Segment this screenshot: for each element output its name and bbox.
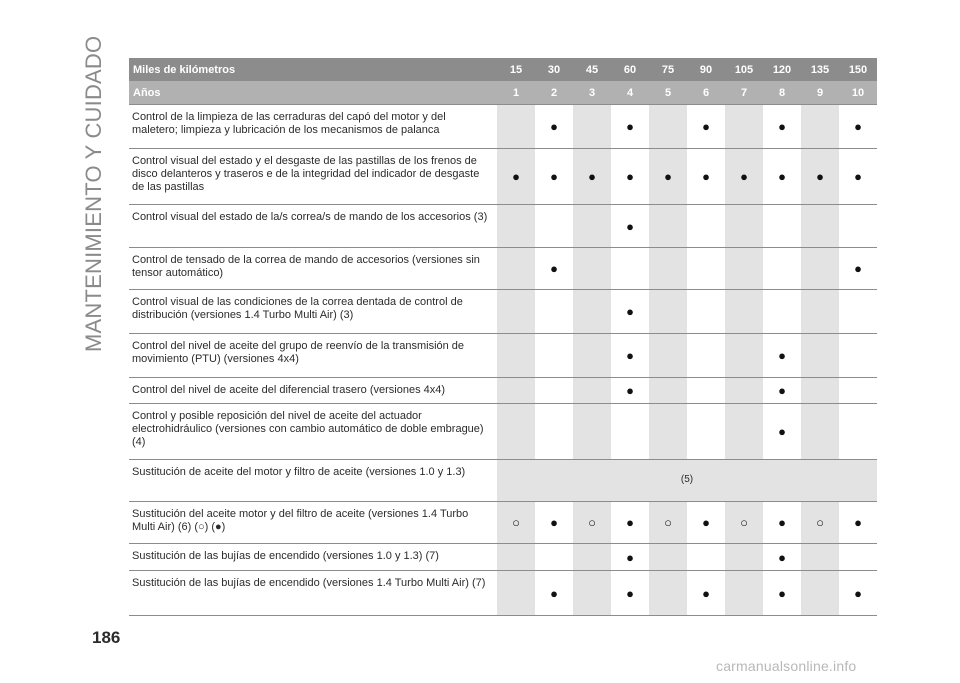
- interval-mark-cell: [573, 571, 611, 616]
- interval-mark-cell: ●: [611, 149, 649, 205]
- interval-mark-cell: ●: [839, 502, 877, 544]
- interval-mark-cell: ●: [611, 502, 649, 544]
- interval-mark-cell: ●: [535, 571, 573, 616]
- interval-mark-cell: [725, 290, 763, 334]
- interval-mark-cell: [573, 290, 611, 334]
- interval-mark-cell: [801, 378, 839, 404]
- interval-mark-cell: ●: [839, 149, 877, 205]
- header-year-cell: 2: [535, 81, 573, 105]
- interval-mark-cell: [687, 205, 725, 248]
- interval-mark-cell: ●: [535, 105, 573, 149]
- interval-mark-cell: [573, 334, 611, 378]
- interval-mark-cell: [611, 404, 649, 460]
- interval-mark-cell: [497, 290, 535, 334]
- interval-mark-cell: [497, 248, 535, 290]
- interval-mark-cell: [801, 544, 839, 571]
- interval-mark-cell: [497, 378, 535, 404]
- interval-mark-cell: ●: [725, 149, 763, 205]
- interval-mark-cell: [649, 544, 687, 571]
- interval-mark-cell: ●: [535, 248, 573, 290]
- header-years-label: Años: [129, 81, 497, 105]
- interval-mark-cell: [497, 334, 535, 378]
- interval-mark-cell: [535, 334, 573, 378]
- interval-mark-cell: ●: [839, 105, 877, 149]
- interval-mark-cell: ●: [687, 105, 725, 149]
- interval-mark-cell: [687, 544, 725, 571]
- interval-mark-cell: [497, 205, 535, 248]
- table-row: [129, 460, 877, 502]
- table-row: [129, 248, 877, 290]
- interval-mark-cell: [763, 248, 801, 290]
- interval-mark-cell: ●: [839, 571, 877, 616]
- table-row: [129, 290, 877, 334]
- operation-cell: Sustitución de aceite del motor y filtro de aceite (versiones 1.0 y 1.3): [129, 460, 497, 502]
- interval-mark-cell: ○: [497, 502, 535, 544]
- interval-mark-cell: [573, 544, 611, 571]
- interval-mark-cell: [839, 334, 877, 378]
- maintenance-schedule-table: [129, 58, 877, 616]
- operation-cell: Sustitución de las bujías de encendido (versiones 1.0 y 1.3) (7): [129, 544, 497, 571]
- operation-cell: Control de tensado de la correa de mando de accesorios (versiones sin tensor automático): [129, 248, 497, 290]
- interval-mark-cell: [649, 248, 687, 290]
- interval-mark-cell: [763, 205, 801, 248]
- operation-cell: Control visual del estado de la/s correa/s de mando de los accesorios (3): [129, 205, 497, 248]
- interval-mark-cell: ●: [535, 502, 573, 544]
- interval-mark-cell: [573, 378, 611, 404]
- header-year-cell: 10: [839, 81, 877, 105]
- interval-mark-cell: ●: [611, 378, 649, 404]
- table-row: [129, 378, 877, 404]
- interval-mark-cell: [801, 334, 839, 378]
- interval-mark-cell: ●: [573, 149, 611, 205]
- operation-cell: Control del nivel de aceite del diferencial trasero (versiones 4x4): [129, 378, 497, 404]
- header-km-cell: 150: [839, 58, 877, 81]
- interval-mark-cell: [801, 205, 839, 248]
- interval-mark-cell: ●: [801, 149, 839, 205]
- header-km-cell: 45: [573, 58, 611, 81]
- interval-mark-cell: [497, 105, 535, 149]
- interval-mark-cell: [573, 205, 611, 248]
- interval-mark-cell: [801, 105, 839, 149]
- header-year-cell: 8: [763, 81, 801, 105]
- interval-mark-cell: ●: [763, 502, 801, 544]
- interval-mark-cell: [535, 205, 573, 248]
- interval-mark-cell: ●: [611, 105, 649, 149]
- interval-mark-cell: [649, 105, 687, 149]
- header-km-cell: 120: [763, 58, 801, 81]
- interval-mark-cell: [801, 290, 839, 334]
- table-row: [129, 544, 877, 571]
- interval-mark-cell: ●: [687, 149, 725, 205]
- section-title-text: MANTENIMIENTO Y CUIDADO: [81, 35, 106, 352]
- interval-mark-cell: [649, 571, 687, 616]
- header-km-cell: 30: [535, 58, 573, 81]
- interval-mark-cell: [535, 378, 573, 404]
- interval-mark-cell: [839, 378, 877, 404]
- interval-mark-cell: [611, 248, 649, 290]
- interval-mark-cell: [839, 544, 877, 571]
- interval-mark-cell: [801, 248, 839, 290]
- interval-mark-cell: [535, 290, 573, 334]
- header-year-cell: 6: [687, 81, 725, 105]
- interval-mark-cell: [725, 205, 763, 248]
- header-year-cell: 3: [573, 81, 611, 105]
- interval-mark-cell: [687, 404, 725, 460]
- interval-mark-cell: [839, 404, 877, 460]
- interval-mark-cell: ●: [839, 248, 877, 290]
- interval-mark-cell: [535, 404, 573, 460]
- interval-mark-cell: ●: [763, 105, 801, 149]
- interval-mark-cell: [649, 290, 687, 334]
- table-row: [129, 502, 877, 544]
- interval-mark-cell: [839, 205, 877, 248]
- interval-mark-cell: [649, 205, 687, 248]
- operation-cell: Sustitución de las bujías de encendido (versiones 1.4 Turbo Multi Air) (7): [129, 571, 497, 616]
- header-km-cell: 90: [687, 58, 725, 81]
- table-row: [129, 105, 877, 149]
- operation-cell: Control y posible reposición del nivel de aceite del actuador electrohidráulico (versiones con cambio automático de doble embrague) (4): [129, 404, 497, 460]
- interval-mark-cell: [687, 334, 725, 378]
- section-title: [76, 35, 112, 352]
- interval-mark-cell: [725, 248, 763, 290]
- header-year-cell: 5: [649, 81, 687, 105]
- operation-cell: Control visual del estado y el desgaste de las pastillas de los frenos de disco delanteros y traseros e de la integridad del indicador de desgaste de las pastillas: [129, 149, 497, 205]
- interval-mark-cell: [687, 378, 725, 404]
- header-km-cell: 105: [725, 58, 763, 81]
- interval-mark-cell: [763, 290, 801, 334]
- interval-mark-cell: ○: [725, 502, 763, 544]
- operation-cell: Sustitución del aceite motor y del filtro de aceite (versiones 1.4 Turbo Multi Air) (6) (○) (●): [129, 502, 497, 544]
- interval-mark-cell: [725, 404, 763, 460]
- header-row-km: [129, 58, 877, 81]
- interval-mark-cell: ○: [573, 502, 611, 544]
- interval-mark-cell: [649, 334, 687, 378]
- interval-mark-cell: [687, 248, 725, 290]
- interval-mark-cell: [725, 378, 763, 404]
- note-cell: (5): [497, 460, 877, 502]
- interval-mark-cell: ●: [611, 334, 649, 378]
- table-row: [129, 205, 877, 248]
- interval-mark-cell: ●: [687, 571, 725, 616]
- header-row-years: [129, 81, 877, 105]
- interval-mark-cell: ●: [763, 334, 801, 378]
- interval-mark-cell: [573, 248, 611, 290]
- interval-mark-cell: ●: [763, 378, 801, 404]
- interval-mark-cell: [497, 571, 535, 616]
- interval-mark-cell: [725, 544, 763, 571]
- header-km-cell: 135: [801, 58, 839, 81]
- header-year-cell: 7: [725, 81, 763, 105]
- header-year-cell: 1: [497, 81, 535, 105]
- header-km-cell: 15: [497, 58, 535, 81]
- interval-mark-cell: ●: [611, 290, 649, 334]
- interval-mark-cell: [497, 544, 535, 571]
- interval-mark-cell: ●: [763, 404, 801, 460]
- interval-mark-cell: [687, 290, 725, 334]
- interval-mark-cell: [725, 571, 763, 616]
- table-row: [129, 571, 877, 616]
- header-year-cell: 9: [801, 81, 839, 105]
- header-km-label: Miles de kilómetros: [129, 58, 497, 81]
- page-number: 186: [92, 628, 121, 647]
- interval-mark-cell: ○: [649, 502, 687, 544]
- interval-mark-cell: [497, 404, 535, 460]
- interval-mark-cell: [649, 404, 687, 460]
- interval-mark-cell: ●: [687, 502, 725, 544]
- interval-mark-cell: [573, 105, 611, 149]
- interval-mark-cell: [649, 378, 687, 404]
- interval-mark-cell: ●: [611, 571, 649, 616]
- interval-mark-cell: [801, 571, 839, 616]
- watermark: carmanualsonline.info: [716, 658, 857, 674]
- interval-mark-cell: ●: [535, 149, 573, 205]
- interval-mark-cell: ●: [611, 544, 649, 571]
- header-km-cell: 60: [611, 58, 649, 81]
- interval-mark-cell: [535, 544, 573, 571]
- table-row: [129, 404, 877, 460]
- interval-mark-cell: ●: [611, 205, 649, 248]
- interval-mark-cell: [839, 290, 877, 334]
- table-row: [129, 334, 877, 378]
- operation-cell: Control de la limpieza de las cerraduras del capó del motor y del maletero; limpieza y lubricación de los mecanismos de palanca: [129, 105, 497, 149]
- interval-mark-cell: ●: [763, 149, 801, 205]
- operation-cell: Control visual de las condiciones de la correa dentada de control de distribución (versiones 1.4 Turbo Multi Air) (3): [129, 290, 497, 334]
- header-km-cell: 75: [649, 58, 687, 81]
- table-row: [129, 149, 877, 205]
- header-year-cell: 4: [611, 81, 649, 105]
- interval-mark-cell: ●: [497, 149, 535, 205]
- interval-mark-cell: ●: [763, 544, 801, 571]
- interval-mark-cell: [573, 404, 611, 460]
- interval-mark-cell: [725, 334, 763, 378]
- interval-mark-cell: ○: [801, 502, 839, 544]
- interval-mark-cell: ●: [763, 571, 801, 616]
- interval-mark-cell: [801, 404, 839, 460]
- interval-mark-cell: [725, 105, 763, 149]
- operation-cell: Control del nivel de aceite del grupo de reenvío de la transmisión de movimiento (PTU) (versiones 4x4): [129, 334, 497, 378]
- interval-mark-cell: ●: [649, 149, 687, 205]
